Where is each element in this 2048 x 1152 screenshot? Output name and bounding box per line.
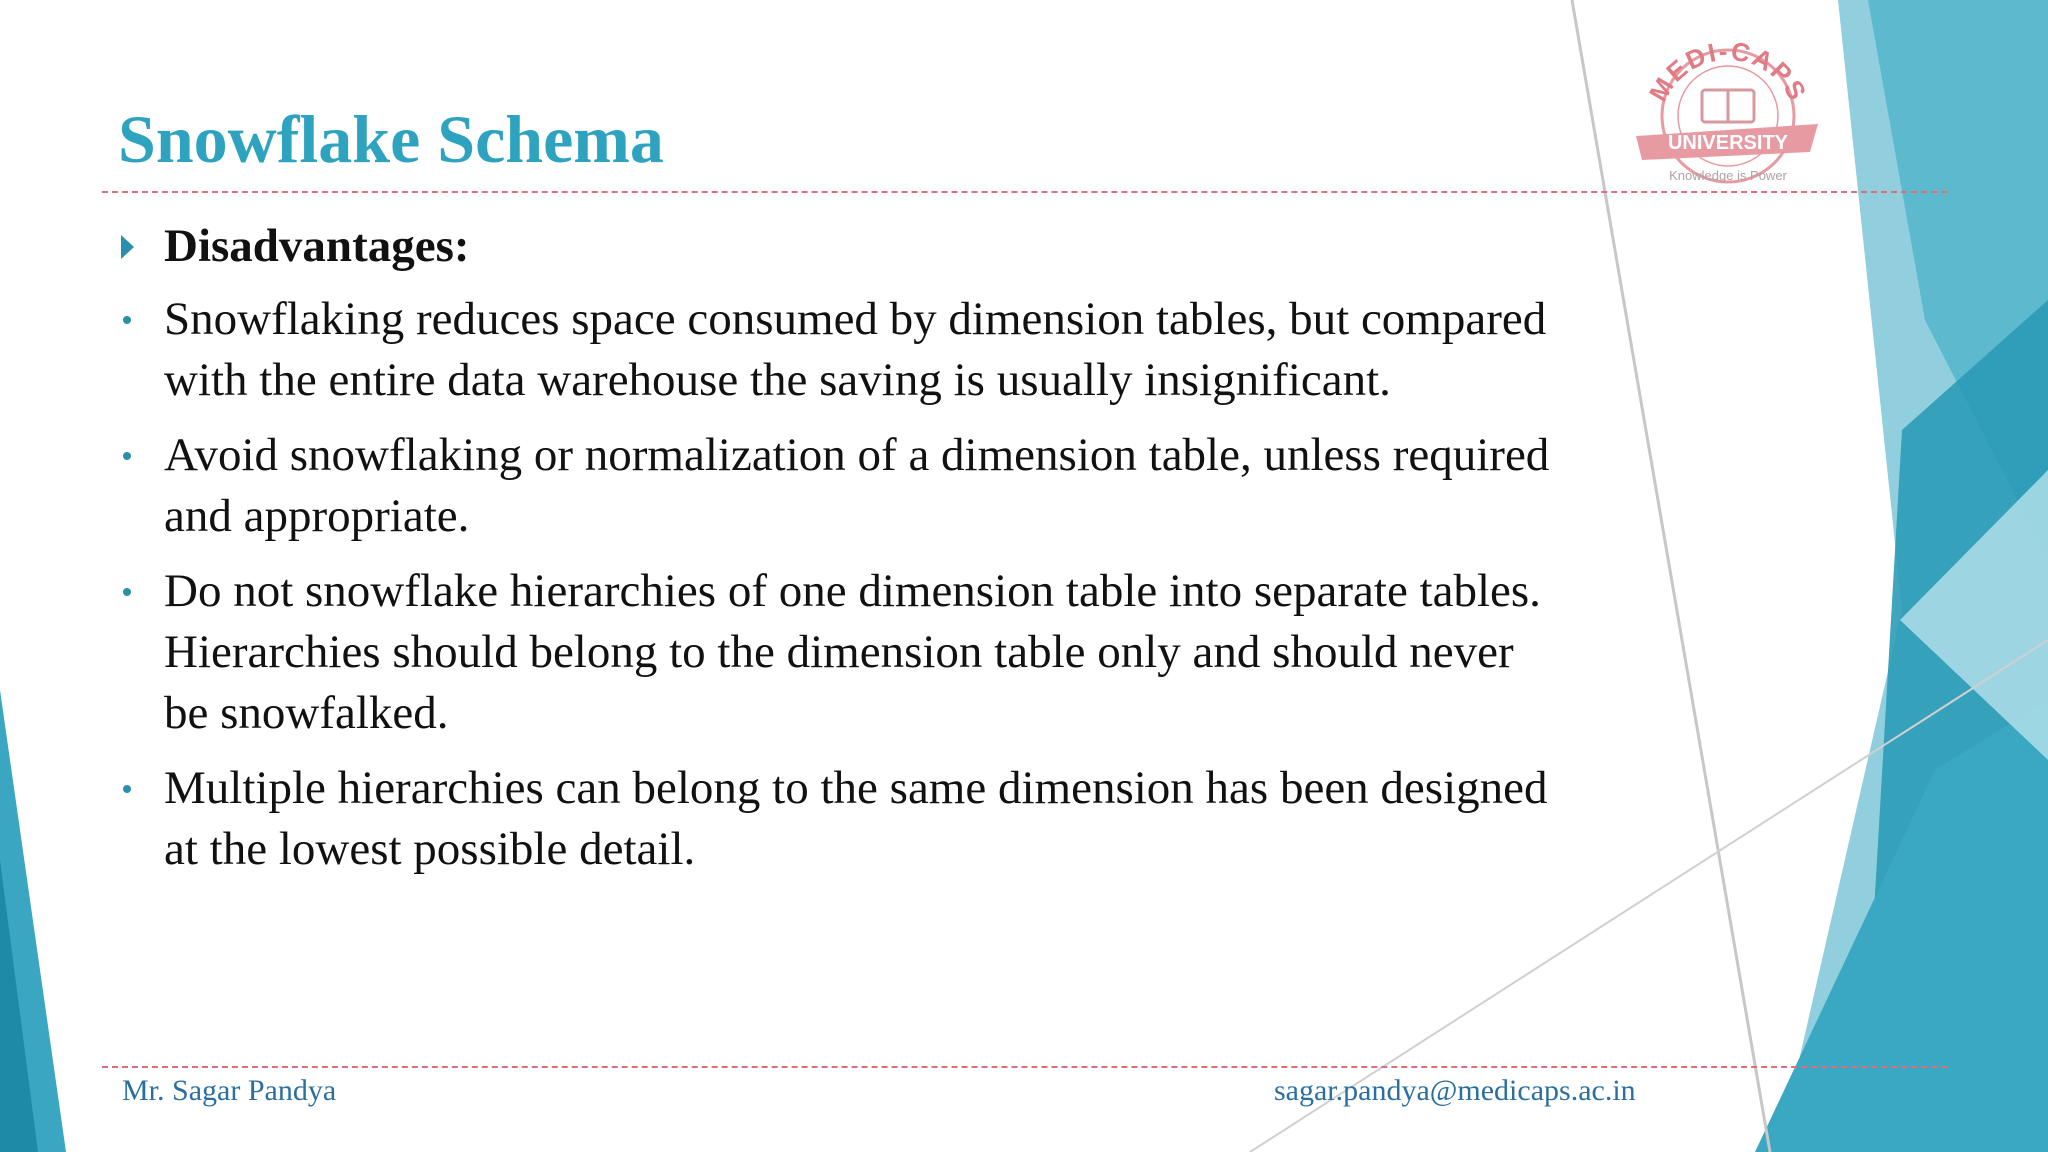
bullet-text: Snowflaking reduces space consumed by dimension tables, but compared with the entire data warehouse the saving is usually insignificant.	[164, 293, 1547, 406]
dot-bullet-icon	[116, 758, 138, 819]
dot-bullet-icon	[116, 289, 138, 350]
footer-author: Mr. Sagar Pandya	[122, 1074, 337, 1107]
bullet-item	[116, 425, 1556, 547]
logo-arc-text: MEDI-CAPS	[1642, 35, 1814, 107]
slide-title: Snowflake Schema	[118, 101, 664, 177]
dot-bullet-icon	[116, 561, 138, 622]
slide-content	[116, 216, 1556, 894]
bullet-item	[116, 561, 1556, 744]
bullet-text: Do not snowflake hierarchies of one dimension table into separate tables. Hierarchies should belong to the dimension table only and should never be snowfalked.	[164, 565, 1541, 739]
footer-email: sagar.pandya@medicaps.ac.in	[1274, 1074, 1636, 1107]
medicaps-university-logo	[1622, 28, 1832, 194]
bullet-text: Avoid snowflaking or normalization of a dimension table, unless required and appropriate.	[164, 429, 1550, 542]
bullet-item	[116, 289, 1556, 411]
logo-tagline: Knowledge is Power	[1669, 168, 1787, 183]
bullet-item	[116, 758, 1556, 880]
bullet-text: Multiple hierarchies can belong to the same dimension has been designed at the lowest possible detail.	[164, 762, 1548, 875]
disadvantages-heading	[116, 216, 1556, 277]
heading-text: Disadvantages:	[164, 220, 470, 272]
logo-banner-text: UNIVERSITY	[1667, 132, 1789, 154]
footer-divider	[102, 1066, 1947, 1068]
arrow-bullet-icon	[116, 216, 138, 277]
dot-bullet-icon	[116, 425, 138, 486]
